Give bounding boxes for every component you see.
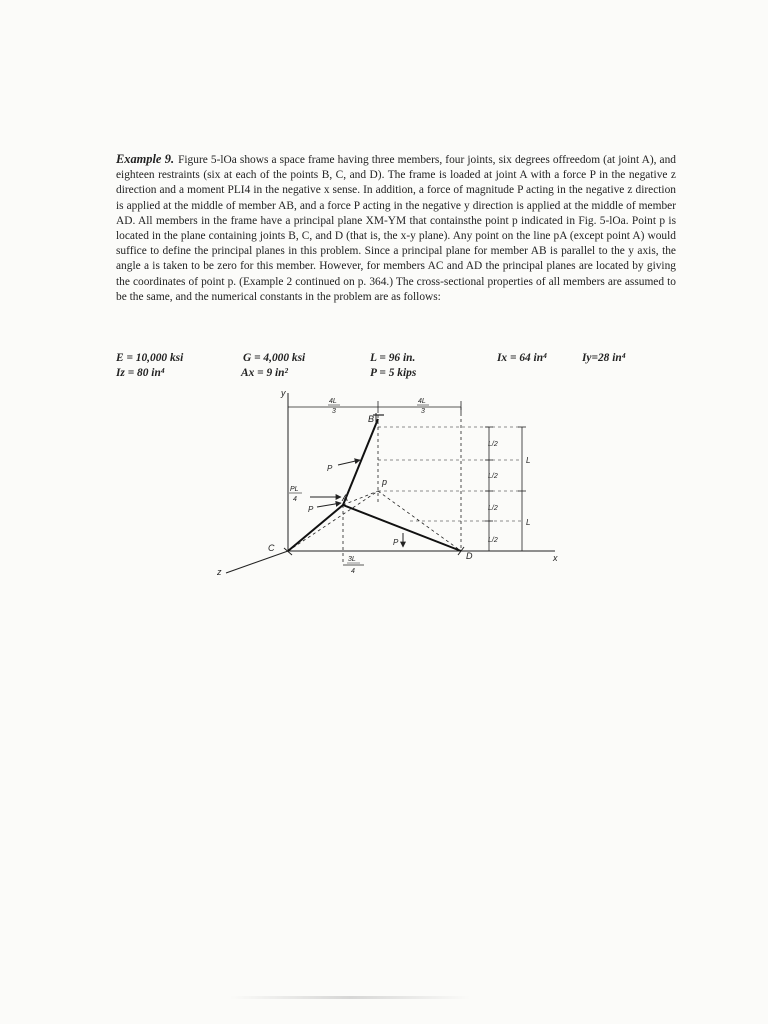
dim-bottom-den: 4: [351, 568, 355, 575]
property-Ax: Ax = 9 in²: [241, 367, 288, 379]
half-1-label: L/2: [488, 441, 498, 448]
example-body: Figure 5-lOa shows a space frame having three members, four joints, six degrees offreedom (at joint A), and eighteen restraints (six at each of the points B, C, and D). The frame is loaded at joint A with a force P in the negative z direction and a moment PLI4 in the negative x sense. In addition, a force of magnitude P acting in the negative z direction is applied at the middle of member AB, and a force P acting in the negative y direction is applied at the middle of member AD. All members in the frame have a principal plane XM-YM that containsthe point p indicated in Fig. 5-lOa. Point p is located in the plane containing joints B, C, and D (that is, the x-y plane). Any point on the line pA (except point A) would suffice to define the principal planes in this problem. Since a principal plane for member AB is parallel to the y axis, the angle a is taken to be zero for this member. However, for members AC and AD the principal planes are located by giving the coordinates of point p. (Example 2 continued on p. 364.) The cross-sectional properties of all members are assumed to be the same, and the numerical constants in the problem are as follows:: [116, 154, 676, 303]
example-heading: Example 9.: [116, 152, 175, 166]
x-axis-label: x: [553, 553, 558, 563]
dim-top-right-den: 3: [421, 408, 425, 415]
space-frame-figure: [210, 385, 570, 580]
half-3-label: L/2: [488, 505, 498, 512]
load-P-ab-label: P: [327, 464, 333, 473]
full-2-label: L: [526, 518, 531, 527]
dim-top-right-num: 4L: [418, 398, 426, 405]
property-P: P = 5 kips: [370, 367, 417, 379]
half-4-label: L/2: [488, 537, 498, 544]
property-L: L = 96 in.: [370, 352, 416, 364]
dim-bottom-num: 3L: [348, 556, 356, 563]
scan-artifact: [230, 996, 470, 999]
property-Iz: Iz = 80 in⁴: [116, 367, 165, 379]
property-Ix: Ix = 64 in⁴: [497, 352, 548, 364]
joint-C-label: C: [268, 543, 275, 553]
example-paragraph: [116, 152, 676, 305]
member-AC: [288, 505, 343, 551]
property-E: E = 10,000 ksi: [116, 352, 184, 364]
z-axis-label: z: [217, 567, 222, 577]
load-P-ad-label: P: [393, 538, 399, 547]
load-arrow-ab: [338, 460, 360, 465]
member-AB: [343, 419, 378, 505]
z-axis: [226, 551, 288, 573]
half-2-label: L/2: [488, 473, 498, 480]
property-G: G = 4,000 ksi: [243, 352, 306, 364]
point-p-label: p: [382, 477, 388, 487]
load-P-a-label: P: [308, 505, 314, 514]
property-Iy: Iy=28 in⁴: [582, 352, 626, 364]
moment-den: 4: [293, 496, 297, 503]
joint-B-label: B: [368, 414, 375, 424]
dim-top-left-den: 3: [332, 408, 336, 415]
y-axis-label: y: [281, 388, 286, 398]
moment-num: PL: [290, 486, 299, 493]
joint-A-label: A: [342, 493, 349, 503]
full-1-label: L: [526, 456, 531, 465]
load-arrow-a: [317, 503, 341, 507]
member-AD: [343, 505, 461, 551]
dim-top-left-num: 4L: [329, 398, 337, 405]
joint-D-label: D: [466, 551, 473, 561]
